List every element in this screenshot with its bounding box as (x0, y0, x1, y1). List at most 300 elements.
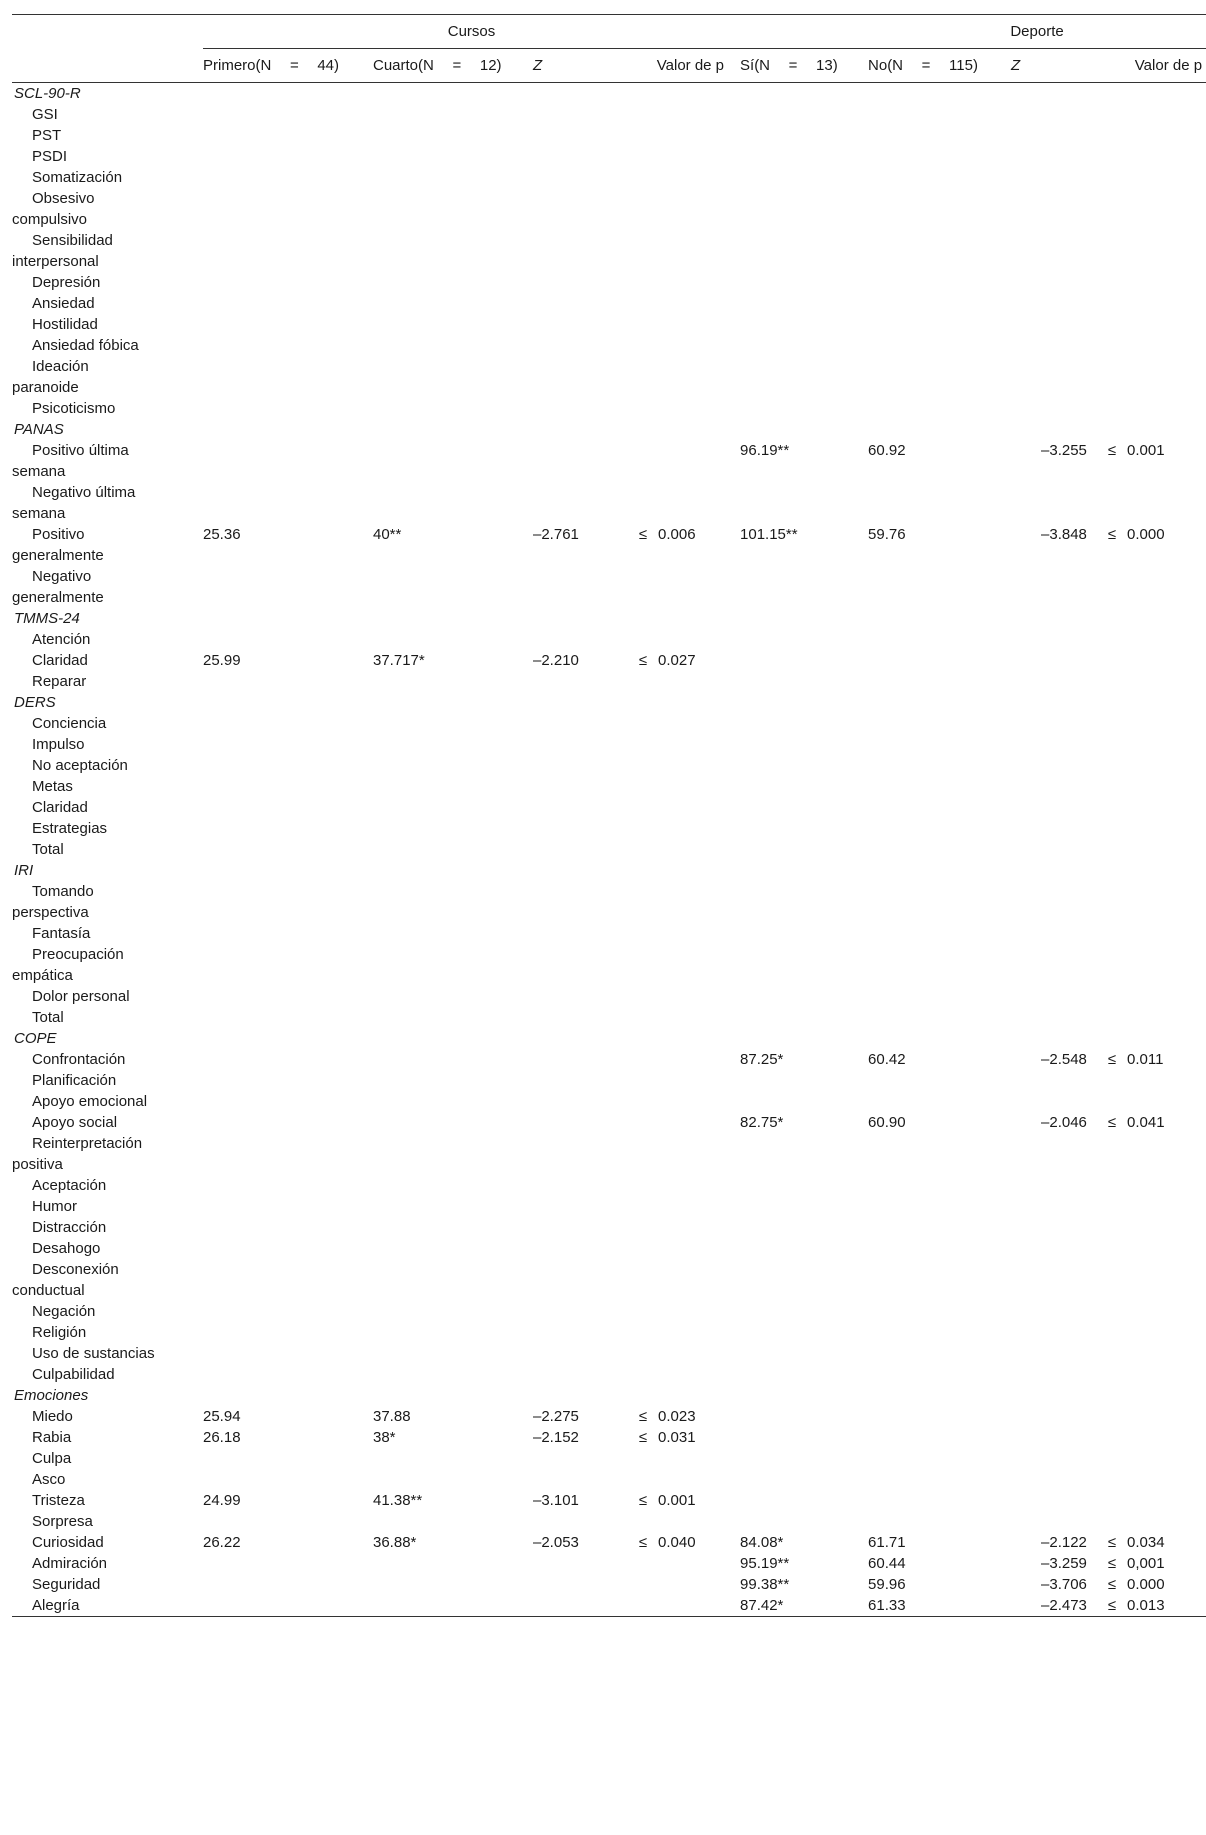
cell-p-cursos (628, 1196, 740, 1217)
cell-p-deporte (1097, 986, 1206, 1007)
cell-cuarto (373, 755, 533, 776)
cell-no (868, 1259, 1011, 1301)
cell-z-deporte (1011, 944, 1097, 986)
table-row (12, 314, 1206, 335)
cell-no (868, 146, 1011, 167)
cell-no (868, 1238, 1011, 1259)
cell-cuarto (373, 1112, 533, 1133)
cell-z-deporte (1011, 188, 1097, 230)
cell-z-cursos: –3.101 (533, 1492, 579, 1509)
cell-si (740, 1091, 868, 1112)
section-label: TMMS-24 (14, 610, 80, 627)
cell-primero (203, 1049, 373, 1070)
cell-z-deporte (1011, 608, 1097, 629)
table-row (12, 293, 1206, 314)
row-label: Desahogo (32, 1240, 101, 1257)
cell-p-deporte (1097, 335, 1206, 356)
table-row (12, 1448, 1206, 1469)
cell-primero (203, 1301, 373, 1322)
cell-z-cursos (533, 1175, 628, 1196)
cell-primero (203, 1448, 373, 1469)
cell-p-deporte (1097, 818, 1206, 839)
cell-z-deporte (1011, 1490, 1097, 1511)
cell-z-cursos: –2.275 (533, 1408, 579, 1425)
cell-p-cursos (628, 1091, 740, 1112)
cell-no (868, 419, 1011, 440)
col-header-cuarto: Cuarto(N = 12) (373, 49, 533, 83)
table-row (12, 104, 1206, 125)
cell-si (740, 482, 868, 524)
cell-p-cursos (628, 1049, 740, 1070)
row-label: Apoyo emocional (32, 1093, 148, 1110)
row-label: Humor (32, 1198, 78, 1215)
table-row (12, 1322, 1206, 1343)
p-value: 0.001 (658, 1492, 696, 1509)
cell-z-deporte (1011, 314, 1097, 335)
section-label: Emociones (14, 1387, 89, 1404)
cell-cuarto (373, 923, 533, 944)
cell-p-deporte (1097, 1217, 1206, 1238)
cell-no (868, 482, 1011, 524)
cell-primero (203, 1238, 373, 1259)
cell-z-cursos (533, 1133, 628, 1175)
results-table (12, 14, 1206, 1617)
cell-p-deporte (1097, 1448, 1206, 1469)
cell-si (740, 629, 868, 650)
cell-p-cursos (628, 83, 740, 105)
cell-cuarto (373, 1133, 533, 1175)
table-row (12, 1259, 1206, 1301)
cell-primero (203, 713, 373, 734)
cell-p-cursos (628, 1448, 740, 1469)
cell-no: 60.44 (868, 1555, 906, 1572)
cell-z-deporte (1011, 776, 1097, 797)
table-row (12, 1070, 1206, 1091)
p-value: 0.031 (658, 1429, 696, 1446)
cell-z-cursos (533, 776, 628, 797)
cell-cuarto: 41.38** (373, 1492, 423, 1509)
section-label: SCL-90-R (14, 85, 81, 102)
cell-p-cursos (628, 230, 740, 272)
cell-no (868, 650, 1011, 671)
cell-p-cursos (628, 125, 740, 146)
row-label: No aceptación (32, 757, 128, 774)
cell-si (740, 1469, 868, 1490)
cell-si: 99.38** (740, 1576, 790, 1593)
cell-si (740, 1301, 868, 1322)
cell-no (868, 335, 1011, 356)
cell-cuarto (373, 566, 533, 608)
cell-si (740, 167, 868, 188)
cell-primero (203, 440, 373, 482)
cell-primero: 25.99 (203, 652, 241, 669)
group-header-deporte: Deporte (868, 15, 1206, 49)
cell-no (868, 1385, 1011, 1406)
cell-z-deporte (1011, 419, 1097, 440)
cell-z-cursos (533, 272, 628, 293)
row-label: Desconexión conductual (12, 1261, 119, 1299)
cell-z-deporte: –2.473 (1011, 1595, 1097, 1617)
cell-p-deporte (1097, 650, 1206, 671)
cell-p-cursos (628, 1385, 740, 1406)
cell-z-cursos (533, 1595, 628, 1617)
cell-p-deporte (1097, 314, 1206, 335)
cell-z-deporte (1011, 272, 1097, 293)
table-row (12, 734, 1206, 755)
cell-p-cursos (628, 923, 740, 944)
cell-primero (203, 1574, 373, 1595)
cell-p-deporte (1097, 734, 1206, 755)
cell-primero (203, 1343, 373, 1364)
cell-primero (203, 188, 373, 230)
cell-z-cursos (533, 1448, 628, 1469)
cell-si (740, 146, 868, 167)
cell-p-deporte (1097, 1175, 1206, 1196)
cell-z-deporte (1011, 881, 1097, 923)
cell-si (740, 1511, 868, 1532)
cell-p-deporte (1097, 671, 1206, 692)
cell-p-deporte (1097, 1028, 1206, 1049)
cell-no (868, 1133, 1011, 1175)
row-label: Negativo última semana (12, 484, 136, 522)
cell-primero (203, 1196, 373, 1217)
cell-z-cursos: –2.210 (533, 652, 579, 669)
cell-p-deporte (1097, 104, 1206, 125)
cell-primero: 25.36 (203, 526, 241, 543)
table-row (12, 1238, 1206, 1259)
cell-si (740, 881, 868, 923)
cell-z-deporte (1011, 1343, 1097, 1364)
cell-cuarto (373, 1574, 533, 1595)
cell-p-cursos (628, 1532, 740, 1553)
table-row (12, 1406, 1206, 1427)
cell-z-cursos (533, 713, 628, 734)
cell-no (868, 1091, 1011, 1112)
cell-si (740, 860, 868, 881)
cell-no (868, 314, 1011, 335)
cell-z-cursos (533, 1574, 628, 1595)
cell-cuarto (373, 83, 533, 105)
table-row (12, 944, 1206, 986)
cell-p-cursos (628, 713, 740, 734)
cell-cuarto (373, 881, 533, 923)
cell-no (868, 1217, 1011, 1238)
cell-primero (203, 1322, 373, 1343)
cell-no (868, 692, 1011, 713)
cell-si (740, 125, 868, 146)
cell-si (740, 734, 868, 755)
cell-z-deporte (1011, 1322, 1097, 1343)
table-row (12, 1427, 1206, 1448)
cell-z-cursos (533, 1259, 628, 1301)
cell-si (740, 1490, 868, 1511)
cell-cuarto: 37.717* (373, 652, 425, 669)
cell-z-deporte (1011, 1007, 1097, 1028)
cell-si (740, 293, 868, 314)
cell-z-cursos (533, 188, 628, 230)
cell-no: 59.96 (868, 1576, 906, 1593)
cell-z-deporte: –3.848 (1041, 526, 1087, 543)
cell-primero (203, 1070, 373, 1091)
cell-z-cursos (533, 923, 628, 944)
cell-no (868, 356, 1011, 398)
cell-si (740, 1259, 868, 1301)
cell-no (868, 125, 1011, 146)
cell-primero (203, 755, 373, 776)
cell-no (868, 797, 1011, 818)
cell-z-cursos (533, 1196, 628, 1217)
cell-primero (203, 1091, 373, 1112)
cell-si (740, 1448, 868, 1469)
row-label: GSI (32, 106, 58, 123)
results-table-container (12, 14, 1206, 1617)
cell-no (868, 818, 1011, 839)
section-row (12, 692, 1206, 713)
cell-primero: 26.22 (203, 1534, 241, 1551)
cell-no (868, 986, 1011, 1007)
le-symbol: ≤ (638, 526, 648, 543)
cell-z-deporte (1011, 83, 1097, 105)
table-row (12, 923, 1206, 944)
cell-p-cursos (628, 440, 740, 482)
cell-cuarto (373, 314, 533, 335)
cell-z-cursos (533, 146, 628, 167)
cell-no (868, 1028, 1011, 1049)
table-row (12, 629, 1206, 650)
cell-no (868, 1490, 1011, 1511)
cell-z-cursos: –2.053 (533, 1534, 579, 1551)
cell-primero (203, 1469, 373, 1490)
cell-p-deporte (1097, 1070, 1206, 1091)
cell-primero (203, 1175, 373, 1196)
cell-no (868, 1322, 1011, 1343)
row-label: Positivo generalmente (12, 526, 104, 564)
cell-primero (203, 1259, 373, 1301)
row-label: Preocupación empática (12, 946, 124, 984)
cell-cuarto (373, 1448, 533, 1469)
row-label: Tomando perspectiva (12, 883, 94, 921)
cell-no (868, 629, 1011, 650)
row-label: PSDI (32, 148, 68, 165)
section-label: DERS (14, 694, 56, 711)
row-label: Admiración (32, 1555, 108, 1572)
cell-no (868, 1301, 1011, 1322)
cell-z-deporte (1011, 482, 1097, 524)
cell-si (740, 1217, 868, 1238)
cell-cuarto (373, 860, 533, 881)
cell-z-cursos (533, 230, 628, 272)
cell-z-cursos: –2.152 (533, 1429, 579, 1446)
cell-z-cursos (533, 818, 628, 839)
cell-cuarto (373, 608, 533, 629)
cell-z-cursos (533, 398, 628, 419)
p-value: 0.034 (1127, 1534, 1165, 1551)
cell-cuarto (373, 293, 533, 314)
cell-no (868, 1175, 1011, 1196)
cell-p-cursos (628, 671, 740, 692)
cell-cuarto: 36.88* (373, 1534, 417, 1551)
cell-z-deporte: –3.706 (1041, 1576, 1087, 1593)
cell-z-deporte (1011, 1301, 1097, 1322)
cell-no (868, 398, 1011, 419)
cell-z-cursos (533, 755, 628, 776)
cell-cuarto (373, 1049, 533, 1070)
table-row (12, 1511, 1206, 1532)
table-row (12, 1574, 1206, 1595)
cell-p-cursos (628, 776, 740, 797)
cell-primero (203, 986, 373, 1007)
cell-si: 101.15** (740, 526, 798, 543)
p-value: 0.006 (658, 526, 696, 543)
cell-p-deporte (1097, 839, 1206, 860)
table-row (12, 335, 1206, 356)
table-row (12, 1007, 1206, 1028)
section-row (12, 860, 1206, 881)
cell-p-cursos (628, 1469, 740, 1490)
cell-z-deporte (1011, 356, 1097, 398)
cell-si (740, 1406, 868, 1427)
cell-cuarto (373, 1595, 533, 1617)
cell-no (868, 1406, 1011, 1427)
cell-p-deporte (1097, 1049, 1206, 1070)
cell-si (740, 713, 868, 734)
cell-p-deporte (1097, 1385, 1206, 1406)
cell-p-deporte (1097, 167, 1206, 188)
cell-z-deporte (1011, 692, 1097, 713)
cell-primero (203, 83, 373, 105)
cell-primero (203, 1553, 373, 1574)
cell-no: 60.90 (868, 1114, 906, 1131)
cell-primero (203, 881, 373, 923)
cell-si: 84.08* (740, 1534, 784, 1551)
cell-primero (203, 314, 373, 335)
cell-z-cursos (533, 671, 628, 692)
cell-cuarto (373, 1196, 533, 1217)
cell-primero (203, 839, 373, 860)
cell-cuarto (373, 104, 533, 125)
table-row (12, 230, 1206, 272)
row-label: Reinterpretación positiva (12, 1135, 143, 1173)
cell-primero (203, 1112, 373, 1133)
cell-primero (203, 692, 373, 713)
cell-primero (203, 1511, 373, 1532)
cell-no (868, 167, 1011, 188)
row-label: Estrategias (32, 820, 108, 837)
cell-si (740, 944, 868, 986)
cell-primero (203, 734, 373, 755)
cell-si (740, 398, 868, 419)
cell-primero: 25.94 (203, 1408, 241, 1425)
table-row (12, 398, 1206, 419)
cell-cuarto (373, 1007, 533, 1028)
row-label: Curiosidad (32, 1534, 104, 1551)
cell-no (868, 1448, 1011, 1469)
cell-p-cursos (628, 860, 740, 881)
cell-z-cursos (533, 566, 628, 608)
cell-cuarto (373, 797, 533, 818)
cell-si (740, 923, 868, 944)
cell-z-cursos (533, 860, 628, 881)
cell-z-deporte (1011, 167, 1097, 188)
cell-p-deporte (1097, 713, 1206, 734)
cell-z-deporte (1011, 797, 1097, 818)
cell-primero (203, 335, 373, 356)
cell-cuarto (373, 1364, 533, 1385)
cell-si (740, 1322, 868, 1343)
cell-z-deporte (1011, 986, 1097, 1007)
cell-no (868, 83, 1011, 105)
cell-p-deporte (1097, 83, 1206, 105)
table-row (12, 713, 1206, 734)
p-value: 0.023 (658, 1408, 696, 1425)
cell-z-deporte (1011, 671, 1097, 692)
cell-p-deporte (1097, 146, 1206, 167)
cell-z-cursos (533, 1049, 628, 1070)
cell-cuarto (373, 734, 533, 755)
cell-cuarto (373, 335, 533, 356)
le-symbol: ≤ (638, 1408, 648, 1425)
cell-cuarto (373, 1091, 533, 1112)
cell-p-cursos (628, 1364, 740, 1385)
cell-z-deporte (1011, 860, 1097, 881)
cell-cuarto (373, 419, 533, 440)
cell-z-cursos (533, 1112, 628, 1133)
table-row (12, 356, 1206, 398)
table-row (12, 839, 1206, 860)
cell-primero (203, 125, 373, 146)
cell-z-deporte: –2.548 (1041, 1051, 1087, 1068)
cell-p-cursos (628, 419, 740, 440)
le-symbol: ≤ (638, 1429, 648, 1446)
cell-p-deporte (1097, 356, 1206, 398)
cell-p-deporte (1097, 1469, 1206, 1490)
cell-z-deporte (1011, 818, 1097, 839)
cell-p-deporte (1097, 1133, 1206, 1175)
cell-primero (203, 482, 373, 524)
cell-p-cursos (628, 734, 740, 755)
cell-z-cursos (533, 293, 628, 314)
p-value: 0.001 (1127, 442, 1165, 459)
cell-z-cursos (533, 356, 628, 398)
cell-cuarto (373, 188, 533, 230)
row-label: Confrontación (32, 1051, 126, 1068)
table-row (12, 671, 1206, 692)
table-row (12, 1091, 1206, 1112)
cell-z-deporte (1011, 1091, 1097, 1112)
le-symbol: ≤ (1107, 442, 1117, 459)
cell-p-cursos (628, 1133, 740, 1175)
cell-primero (203, 566, 373, 608)
cell-cuarto (373, 1343, 533, 1364)
cell-cuarto: 38* (373, 1429, 396, 1446)
cell-cuarto (373, 1070, 533, 1091)
cell-p-deporte (1097, 755, 1206, 776)
le-symbol: ≤ (638, 1492, 648, 1509)
cell-no (868, 188, 1011, 230)
table-row (12, 1196, 1206, 1217)
cell-cuarto (373, 1469, 533, 1490)
cell-z-deporte (1011, 1511, 1097, 1532)
cell-z-deporte (1011, 566, 1097, 608)
cell-si (740, 986, 868, 1007)
cell-z-cursos (533, 629, 628, 650)
cell-no (868, 566, 1011, 608)
cell-si (740, 1007, 868, 1028)
table-row (12, 146, 1206, 167)
table-row (12, 167, 1206, 188)
cell-p-cursos (628, 1553, 740, 1574)
col-header-p-cursos: Valor de p (628, 49, 740, 83)
